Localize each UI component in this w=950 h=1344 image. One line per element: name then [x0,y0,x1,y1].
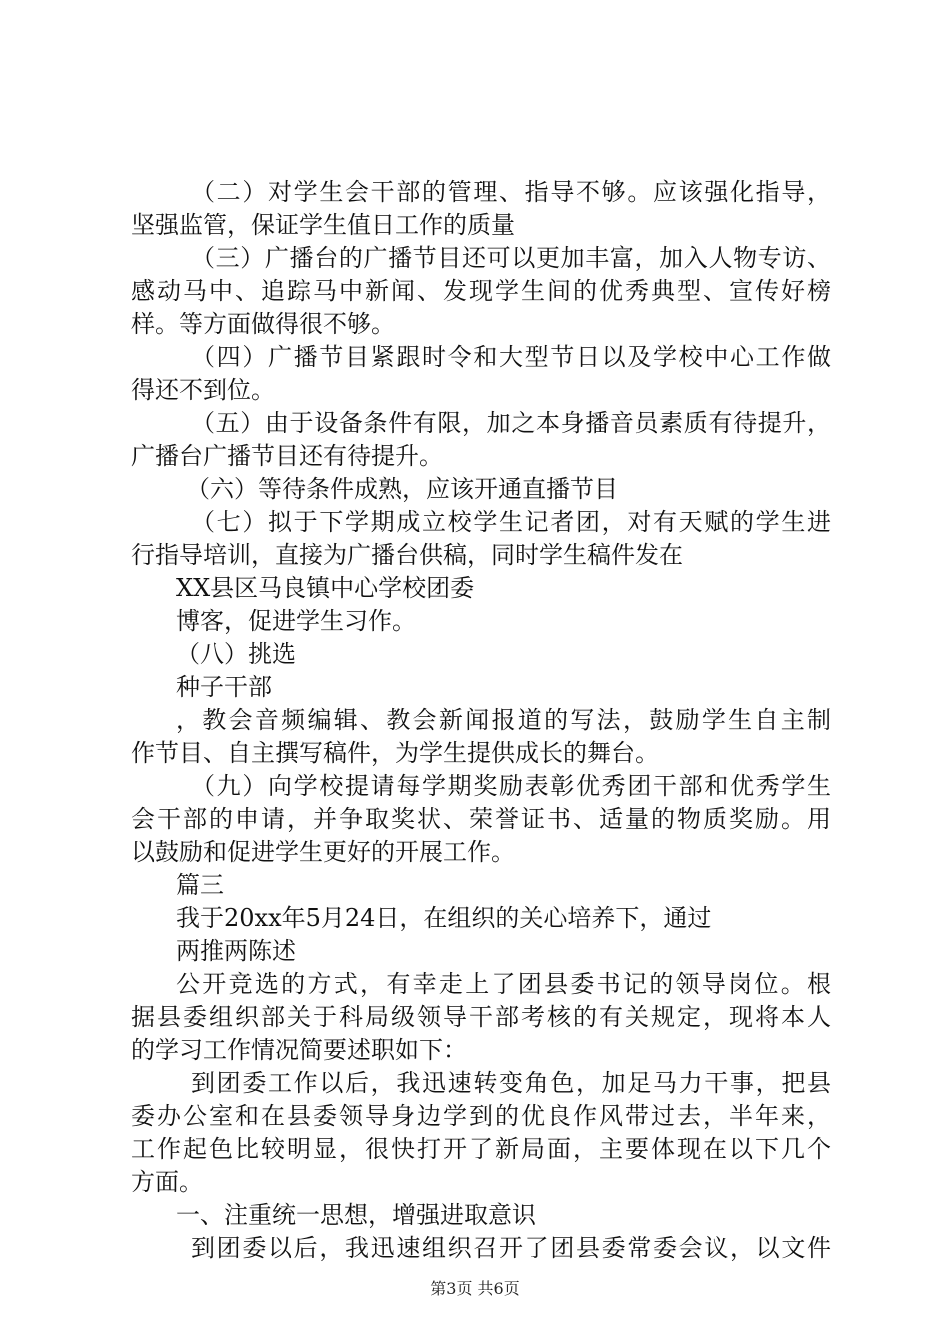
text-line: 作节目、自主撰写稿件，为学生提供成长的舞台。 [131,739,659,767]
text-line: 两推两陈述 [176,937,296,965]
text-line: 一、注重统一思想，增强进取意识 [176,1201,536,1229]
text-line: 博客，促进学生习作。 [176,607,416,635]
text-line: 样。等方面做得很不够。 [131,310,395,338]
text-line: ，教会音频编辑、教会新闻报道的写法，鼓励学生自主制 [176,706,831,734]
page-footer: 第3页 共6页 [430,1279,520,1298]
text-line: （二）对学生会干部的管理、指导不够。应该强化指导， [191,178,831,206]
text-line: 委办公室和在县委领导身边学到的优良作风带过去，半年来， [131,1102,831,1130]
text-line: 公开竞选的方式，有幸走上了团县委书记的领导岗位。根 [176,970,831,998]
document-body [131,176,831,1265]
text-line: 坚强监管，保证学生值日工作的质量 [131,211,515,239]
text-line: （四）广播节目紧跟时令和大型节日以及学校中心工作做 [191,343,831,371]
text-line: （五）由于设备条件有限，加之本身播音员素质有待提升， [191,409,831,437]
text-line: 我于20xx年5月24日，在组织的关心培养下，通过 [176,904,712,932]
text-line: 以鼓励和促进学生更好的开展工作。 [131,838,515,866]
text-line: 广播台广播节目还有待提升。 [131,442,443,470]
text-line: 篇三 [176,871,224,899]
text-line: 工作起色比较明显，很快打开了新局面，主要体现在以下几个 [131,1135,831,1163]
text-line: （七）拟于下学期成立校学生记者团，对有天赋的学生进 [191,508,831,536]
text-line: （八）挑选 [176,640,296,668]
text-line: 到团委工作以后，我迅速转变角色，加足马力干事，把县 [191,1069,831,1097]
text-line: 会干部的申请，并争取奖状、荣誉证书、适量的物质奖励。用 [131,805,831,833]
text-line: 行指导培训，直接为广播台供稿，同时学生稿件发在 [131,541,683,569]
text-line: 方面。 [131,1168,203,1196]
text-line: 得还不到位。 [131,376,275,404]
text-line: （六）等待条件成熟，应该开通直播节目 [186,475,618,503]
text-line: 到团委以后，我迅速组织召开了团县委常委会议，以文件 [191,1234,831,1262]
text-line: （九）向学校提请每学期奖励表彰优秀团干部和优秀学生 [191,772,831,800]
text-line: 感动马中、追踪马中新闻、发现学生间的优秀典型、宣传好榜 [131,277,831,305]
text-line: 据县委组织部关于科局级领导干部考核的有关规定，现将本人 [131,1003,831,1031]
text-line: （三）广播台的广播节目还可以更加丰富，加入人物专访、 [191,244,831,272]
text-line: 种子干部 [176,673,272,701]
text-line: XX县区马良镇中心学校团委 [176,574,475,602]
text-line: 的学习工作情况简要述职如下： [131,1036,467,1064]
